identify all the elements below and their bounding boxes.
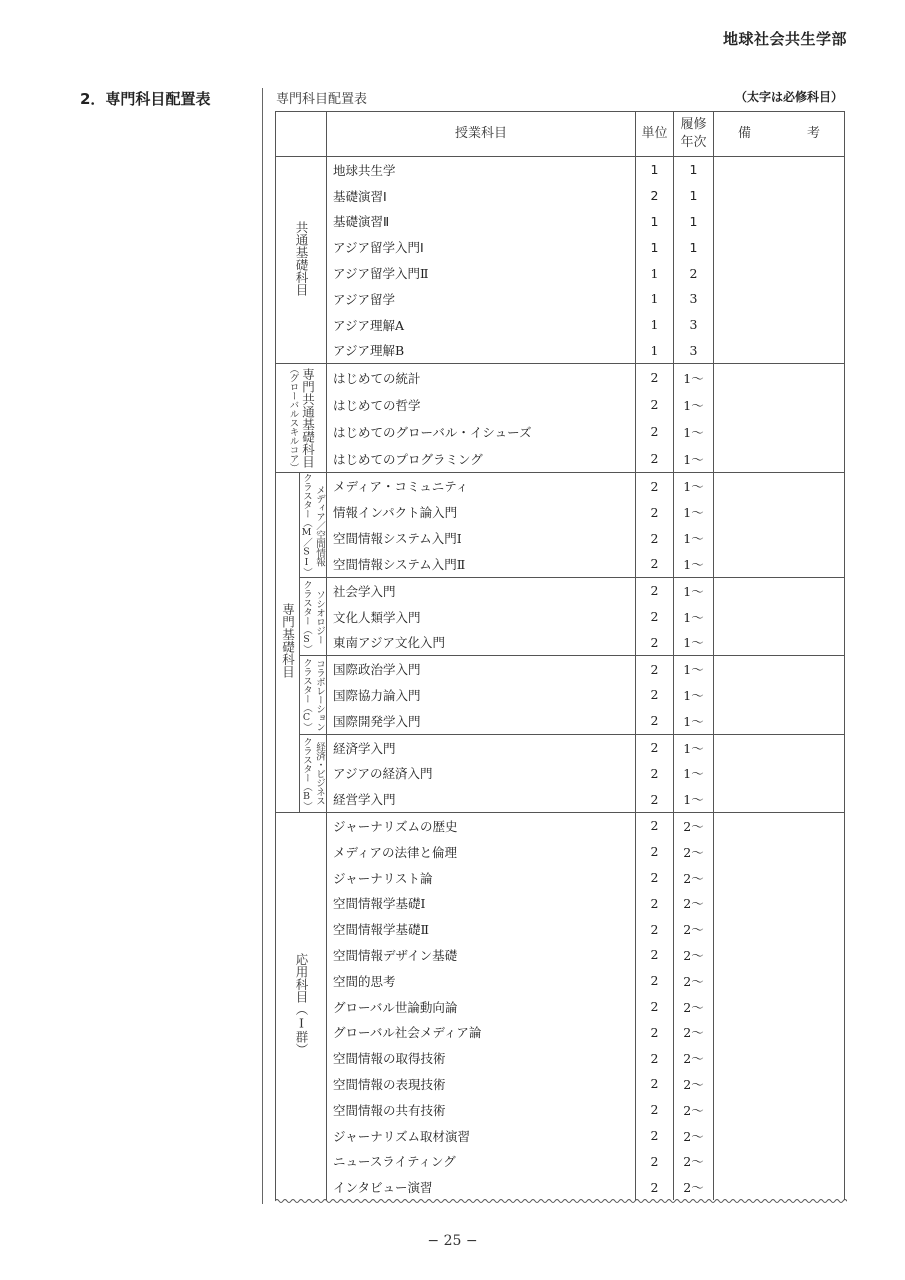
course-year: 1〜 (674, 418, 714, 445)
course-year: 2〜 (674, 1045, 714, 1071)
course-credits: 1 (636, 260, 674, 286)
course-credits: 1 (636, 234, 674, 260)
course-name: 空間情報の表現技術 (327, 1071, 636, 1097)
course-credits: 2 (636, 682, 674, 708)
course-name: 国際政治学入門 (327, 656, 636, 682)
course-name: アジア留学 (327, 286, 636, 312)
course-name: 空間情報の取得技術 (327, 1045, 636, 1071)
remarks-cell (714, 734, 845, 812)
cluster-label (300, 580, 326, 654)
course-year: 3 (674, 312, 714, 338)
course-year: 1〜 (674, 364, 714, 392)
remarks-cell (714, 813, 845, 1200)
course-name: 地球共生学 (327, 157, 636, 183)
cluster-label-line1: メディア／空間情報 (314, 484, 325, 566)
course-credits: 1 (636, 312, 674, 338)
course-name: 基礎演習Ⅰ (327, 183, 636, 209)
header-remarks-left: 備 (738, 126, 752, 141)
course-credits: 2 (636, 656, 674, 682)
cluster-cell (300, 734, 327, 812)
course-credits: 1 (636, 157, 674, 183)
course-table (275, 111, 845, 1200)
course-name: アジア留学入門Ⅱ (327, 260, 636, 286)
table-header-row (276, 112, 845, 157)
course-year: 2〜 (674, 994, 714, 1020)
course-credits: 2 (636, 942, 674, 968)
header-year-line1: 履修 (680, 117, 707, 132)
remarks-cell (714, 473, 845, 578)
table-continuation-wave (275, 1197, 847, 1209)
course-name: 空間情報システム入門Ⅱ (327, 551, 636, 577)
course-credits: 2 (636, 1019, 674, 1045)
category-label: 共通基礎科目 (294, 220, 309, 296)
course-year: 1〜 (674, 577, 714, 603)
course-credits: 2 (636, 916, 674, 942)
course-credits: 2 (636, 445, 674, 473)
course-year: 3 (674, 338, 714, 364)
course-name: アジア理解A (327, 312, 636, 338)
table-row (276, 157, 845, 183)
course-name: ジャーナリズムの歴史 (327, 813, 636, 839)
category-label: 応用科目（Ⅰ群） (294, 953, 309, 1056)
course-credits: 2 (636, 473, 674, 499)
header-credits: 単位 (636, 112, 674, 157)
cluster-label-line2: クラスター（C） (301, 658, 312, 732)
cluster-cell (300, 577, 327, 655)
cluster-label (300, 473, 326, 577)
header-category-cell (276, 112, 327, 157)
course-name: 文化人類学入門 (327, 604, 636, 630)
course-name: メディアの法律と倫理 (327, 839, 636, 865)
course-name: 空間情報デザイン基礎 (327, 942, 636, 968)
cluster-label (300, 737, 326, 811)
course-name: はじめての哲学 (327, 391, 636, 418)
course-credits: 2 (636, 839, 674, 865)
header-course: 授業科目 (327, 112, 636, 157)
course-name: ニュースライティング (327, 1148, 636, 1174)
header-year-line2: 年次 (680, 135, 707, 150)
cluster-cell (300, 473, 327, 578)
section-heading: 2．専門科目配置表 (80, 90, 211, 108)
course-credits: 2 (636, 551, 674, 577)
cluster-label-line1: 経済・ビジネス (314, 741, 325, 805)
course-name: 空間情報の共有技術 (327, 1097, 636, 1123)
table-row (276, 577, 845, 603)
course-year: 2〜 (674, 942, 714, 968)
course-year: 1〜 (674, 604, 714, 630)
course-year: 1 (674, 183, 714, 209)
course-year: 1〜 (674, 734, 714, 760)
table-row (276, 473, 845, 499)
course-year: 3 (674, 286, 714, 312)
cluster-label-line1: コラボレーション (314, 658, 325, 731)
cluster-label (300, 658, 326, 732)
course-name: 経営学入門 (327, 786, 636, 812)
margin-rule (262, 88, 263, 1204)
course-name: グローバル社会メディア論 (327, 1019, 636, 1045)
course-credits: 2 (636, 760, 674, 786)
course-credits: 2 (636, 734, 674, 760)
course-credits: 2 (636, 629, 674, 655)
course-year: 1〜 (674, 525, 714, 551)
remarks-cell (714, 157, 845, 364)
course-credits: 2 (636, 1123, 674, 1149)
course-year: 2〜 (674, 1174, 714, 1200)
course-name: はじめてのプログラミング (327, 445, 636, 473)
course-year: 1〜 (674, 445, 714, 473)
course-year: 1〜 (674, 760, 714, 786)
course-year: 2〜 (674, 1019, 714, 1045)
page-number: − 25 − (427, 1233, 478, 1249)
course-credits: 2 (636, 577, 674, 603)
header-year (674, 112, 714, 157)
course-name: 国際開発学入門 (327, 708, 636, 734)
course-year: 2〜 (674, 865, 714, 891)
cluster-label-line2: クラスター（B） (301, 736, 312, 811)
department-name: 地球社会共生学部 (722, 30, 847, 48)
course-name: 空間情報学基礎Ⅱ (327, 916, 636, 942)
course-name: 国際協力論入門 (327, 682, 636, 708)
remarks-cell (714, 364, 845, 473)
course-year: 2〜 (674, 916, 714, 942)
course-name: アジア留学入門Ⅰ (327, 234, 636, 260)
course-credits: 1 (636, 338, 674, 364)
cluster-label-line1: ソシオロジー (314, 589, 325, 644)
course-credits: 2 (636, 813, 674, 839)
header-remarks (714, 112, 845, 157)
course-credits: 2 (636, 1045, 674, 1071)
course-credits: 2 (636, 183, 674, 209)
category-label-main: 専門共通基礎科目 (300, 368, 316, 469)
course-name: アジアの経済入門 (327, 760, 636, 786)
course-credits: 2 (636, 418, 674, 445)
header-remarks-right: 考 (806, 126, 820, 141)
course-year: 2〜 (674, 1071, 714, 1097)
table-row (276, 656, 845, 682)
course-year: 1〜 (674, 391, 714, 418)
course-name: ジャーナリスト論 (327, 865, 636, 891)
course-name: はじめての統計 (327, 364, 636, 392)
category-cell (276, 813, 327, 1200)
remarks-cell (714, 577, 845, 655)
course-name: 空間情報システム入門Ⅰ (327, 525, 636, 551)
category-cell (276, 473, 300, 813)
course-year: 2〜 (674, 968, 714, 994)
course-year: 2〜 (674, 813, 714, 839)
table-row (276, 734, 845, 760)
course-name: 空間情報学基礎Ⅰ (327, 890, 636, 916)
course-credits: 2 (636, 1097, 674, 1123)
course-year: 1〜 (674, 499, 714, 525)
course-year: 1〜 (674, 551, 714, 577)
category-label-sub: （グローバルスキルコア） (287, 364, 299, 473)
course-year: 2〜 (674, 839, 714, 865)
course-credits: 2 (636, 1148, 674, 1174)
course-credits: 2 (636, 994, 674, 1020)
category-label: 専門基礎科目 (280, 603, 296, 679)
course-name: メディア・コミュニティ (327, 473, 636, 499)
course-credits: 2 (636, 604, 674, 630)
course-year: 1 (674, 209, 714, 235)
course-credits: 2 (636, 786, 674, 812)
table-row (276, 813, 845, 839)
course-credits: 2 (636, 364, 674, 392)
course-name: 基礎演習Ⅱ (327, 209, 636, 235)
course-name: インタビュー演習 (327, 1174, 636, 1200)
course-name: 空間的思考 (327, 968, 636, 994)
course-name: 東南アジア文化入門 (327, 629, 636, 655)
course-name: 社会学入門 (327, 577, 636, 603)
course-credits: 2 (636, 865, 674, 891)
remarks-cell (714, 656, 845, 734)
course-year: 1〜 (674, 682, 714, 708)
course-credits: 2 (636, 890, 674, 916)
course-credits: 2 (636, 1071, 674, 1097)
course-name: 経済学入門 (327, 734, 636, 760)
course-year: 2〜 (674, 1097, 714, 1123)
course-name: 情報インパクト論入門 (327, 499, 636, 525)
course-year: 1〜 (674, 656, 714, 682)
category-cell (276, 364, 327, 473)
course-credits: 2 (636, 391, 674, 418)
course-year: 2 (674, 260, 714, 286)
course-name: ジャーナリズム取材演習 (327, 1123, 636, 1149)
course-credits: 1 (636, 286, 674, 312)
course-credits: 2 (636, 525, 674, 551)
required-note: （太字は必修科目） (734, 90, 843, 104)
course-credits: 2 (636, 499, 674, 525)
course-year: 1〜 (674, 473, 714, 499)
category-label (276, 364, 326, 472)
course-year: 1 (674, 234, 714, 260)
course-year: 1 (674, 157, 714, 183)
course-year: 2〜 (674, 890, 714, 916)
course-credits: 2 (636, 1174, 674, 1200)
cluster-label-line2: クラスター（S） (301, 579, 312, 654)
course-table-body (276, 157, 845, 1201)
course-name: アジア理解B (327, 338, 636, 364)
course-year: 2〜 (674, 1148, 714, 1174)
cluster-label-line2: クラスター（M／SI） (301, 473, 312, 577)
course-name: グローバル世論動向論 (327, 994, 636, 1020)
course-year: 1〜 (674, 786, 714, 812)
course-year: 2〜 (674, 1123, 714, 1149)
course-year: 1〜 (674, 708, 714, 734)
course-credits: 2 (636, 708, 674, 734)
course-credits: 2 (636, 968, 674, 994)
course-name: はじめてのグローバル・イシューズ (327, 418, 636, 445)
table-title: 専門科目配置表 (276, 92, 368, 107)
table-row (276, 364, 845, 392)
cluster-cell (300, 656, 327, 734)
course-credits: 1 (636, 209, 674, 235)
course-year: 1〜 (674, 629, 714, 655)
category-cell (276, 157, 327, 364)
